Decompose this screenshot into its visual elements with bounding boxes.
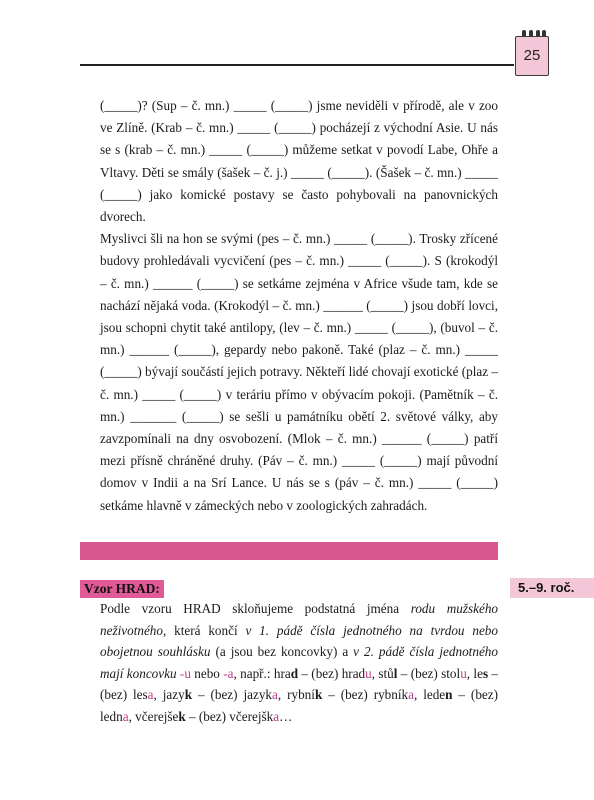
stem-bold: k [178,708,186,724]
stem-bold: k [184,687,193,703]
rule-text-segment: (a jsou bez koncovky) a [210,644,354,660]
stem-bold: d [290,665,299,681]
stem-bold: s [482,665,489,681]
ending-highlight: a [273,708,280,724]
ending-highlight: -u [179,665,191,681]
rule-text-segment: – (bez) ledn [100,687,499,724]
ending-highlight: a [272,687,278,703]
rule-text-segment: , včerejše [128,708,179,724]
header-rule [80,64,514,66]
rule-text-segment: která končí [166,622,246,638]
rule-text-segment: – (bez) hrad [298,665,366,681]
stem-bold: k [314,687,323,703]
rule-text-segment: – (bez) les [100,665,499,703]
ending-highlight: -a [223,665,234,681]
stem-bold: l [393,665,398,681]
grade-badge: 5.–9. roč. [510,578,594,598]
rule-text-segment: , stů [371,665,394,681]
rule-text-segment: … [279,708,293,724]
rule-text-segment: Podle vzoru HRAD skloňujeme podstatná jména [100,601,411,616]
rule-paragraph [100,598,498,728]
rule-text-segment: – (bez) stol [397,665,461,681]
rule-text-segment: – (bez) jazyk [192,687,273,703]
ending-highlight: a [122,708,129,724]
rule-text-segment: – (bez) rybník [322,687,409,703]
ending-highlight: u [460,665,467,681]
rule-text-segment: , jazy [153,687,185,703]
rule-text-segment: – (bez) včerejšk [185,708,274,724]
rule-emphasis: v 1. pádě čísla jednotného na tvrdou nebo obojetnou souhlásku [100,622,498,660]
stem-bold: n [445,687,453,703]
page-number-tab [515,36,549,76]
section-label: Vzor HRAD: [80,580,164,598]
rule-text-segment: , lede [413,687,446,703]
rule-text-segment: nebo [190,665,224,681]
rule-text-segment: , např.: hra [233,665,291,681]
exercise-paragraph-1: (_____)? (Sup – č. mn.) _____ (_____) jsme neviděli v přírodě, ale v zoo ve Zlíně. (Krab – č. mn.) _____ (_____) pocházejí z východní Asie. U nás se s (krab – č. mn.) _____ (_____) můžeme setkat v povodí Labe, Ohře a Vltavy. Děti se smály (šašek – č. j.) _____ (_____). (Šašek – č. mn.) _____ (_____) jako komické postavy se často pohybovali na panovnických dvorech. [100,98,498,225]
rule-explanation [100,598,498,728]
ending-highlight: a [408,687,414,703]
section-divider-bar [80,542,498,560]
exercise-paragraph-2: Myslivci šli na hon se svými (pes – č. mn.) _____ (_____). Trosky zřícené budovy prohledávali vycvičení (pes – č. mn.) _____ (_____). S (krokodýl – č. mn.) ______ (_____) se setkáme zejména v Africe všude tam, kde se nachází nějaká voda. (Krokodýl – č. mn.) ______ (_____) jsou dobří lovci, jsou schopni chytit také antilopy, (lev – č. mn.) _____ (_____), (buvol – č. mn.) ______ (_____), gepardy nebo pakoně. Také (plaz – č. mn.) _____ (_____) bývají součástí jejich potravy. Někteří lidé chovají exotické (plaz – č. mn.) _____ (_____) v teráriu přímo v obývacím pokoji. (Pamětník – č. mn.) _______ (_____) se sešli u památníku obětí 2. světové války, aby zavzpomínali na dny osvobození. (Mlok – č. mn.) ______ (_____) patří mezi přísně chráněné druhy. (Páv – č. mn.) _____ (_____) mají původní domov v Indii a na Srí Lance. U nás se s (páv – č. mn.) _____ (_____) setkáme hlavně v zámeckých nebo v zoologických zahradách. [100,231,498,513]
exercise-text [100,95,498,517]
ending-highlight: u [365,665,372,681]
rule-text-segment: , rybní [277,687,315,703]
rule-text-segment: , le [466,665,483,681]
ending-highlight: a [147,687,154,703]
rule-emphasis: v 2. pádě čísla jednotného mají koncovku [100,644,498,681]
rule-emphasis: rodu mužského neživotného, [100,601,499,638]
page-number: 25 [523,47,541,64]
